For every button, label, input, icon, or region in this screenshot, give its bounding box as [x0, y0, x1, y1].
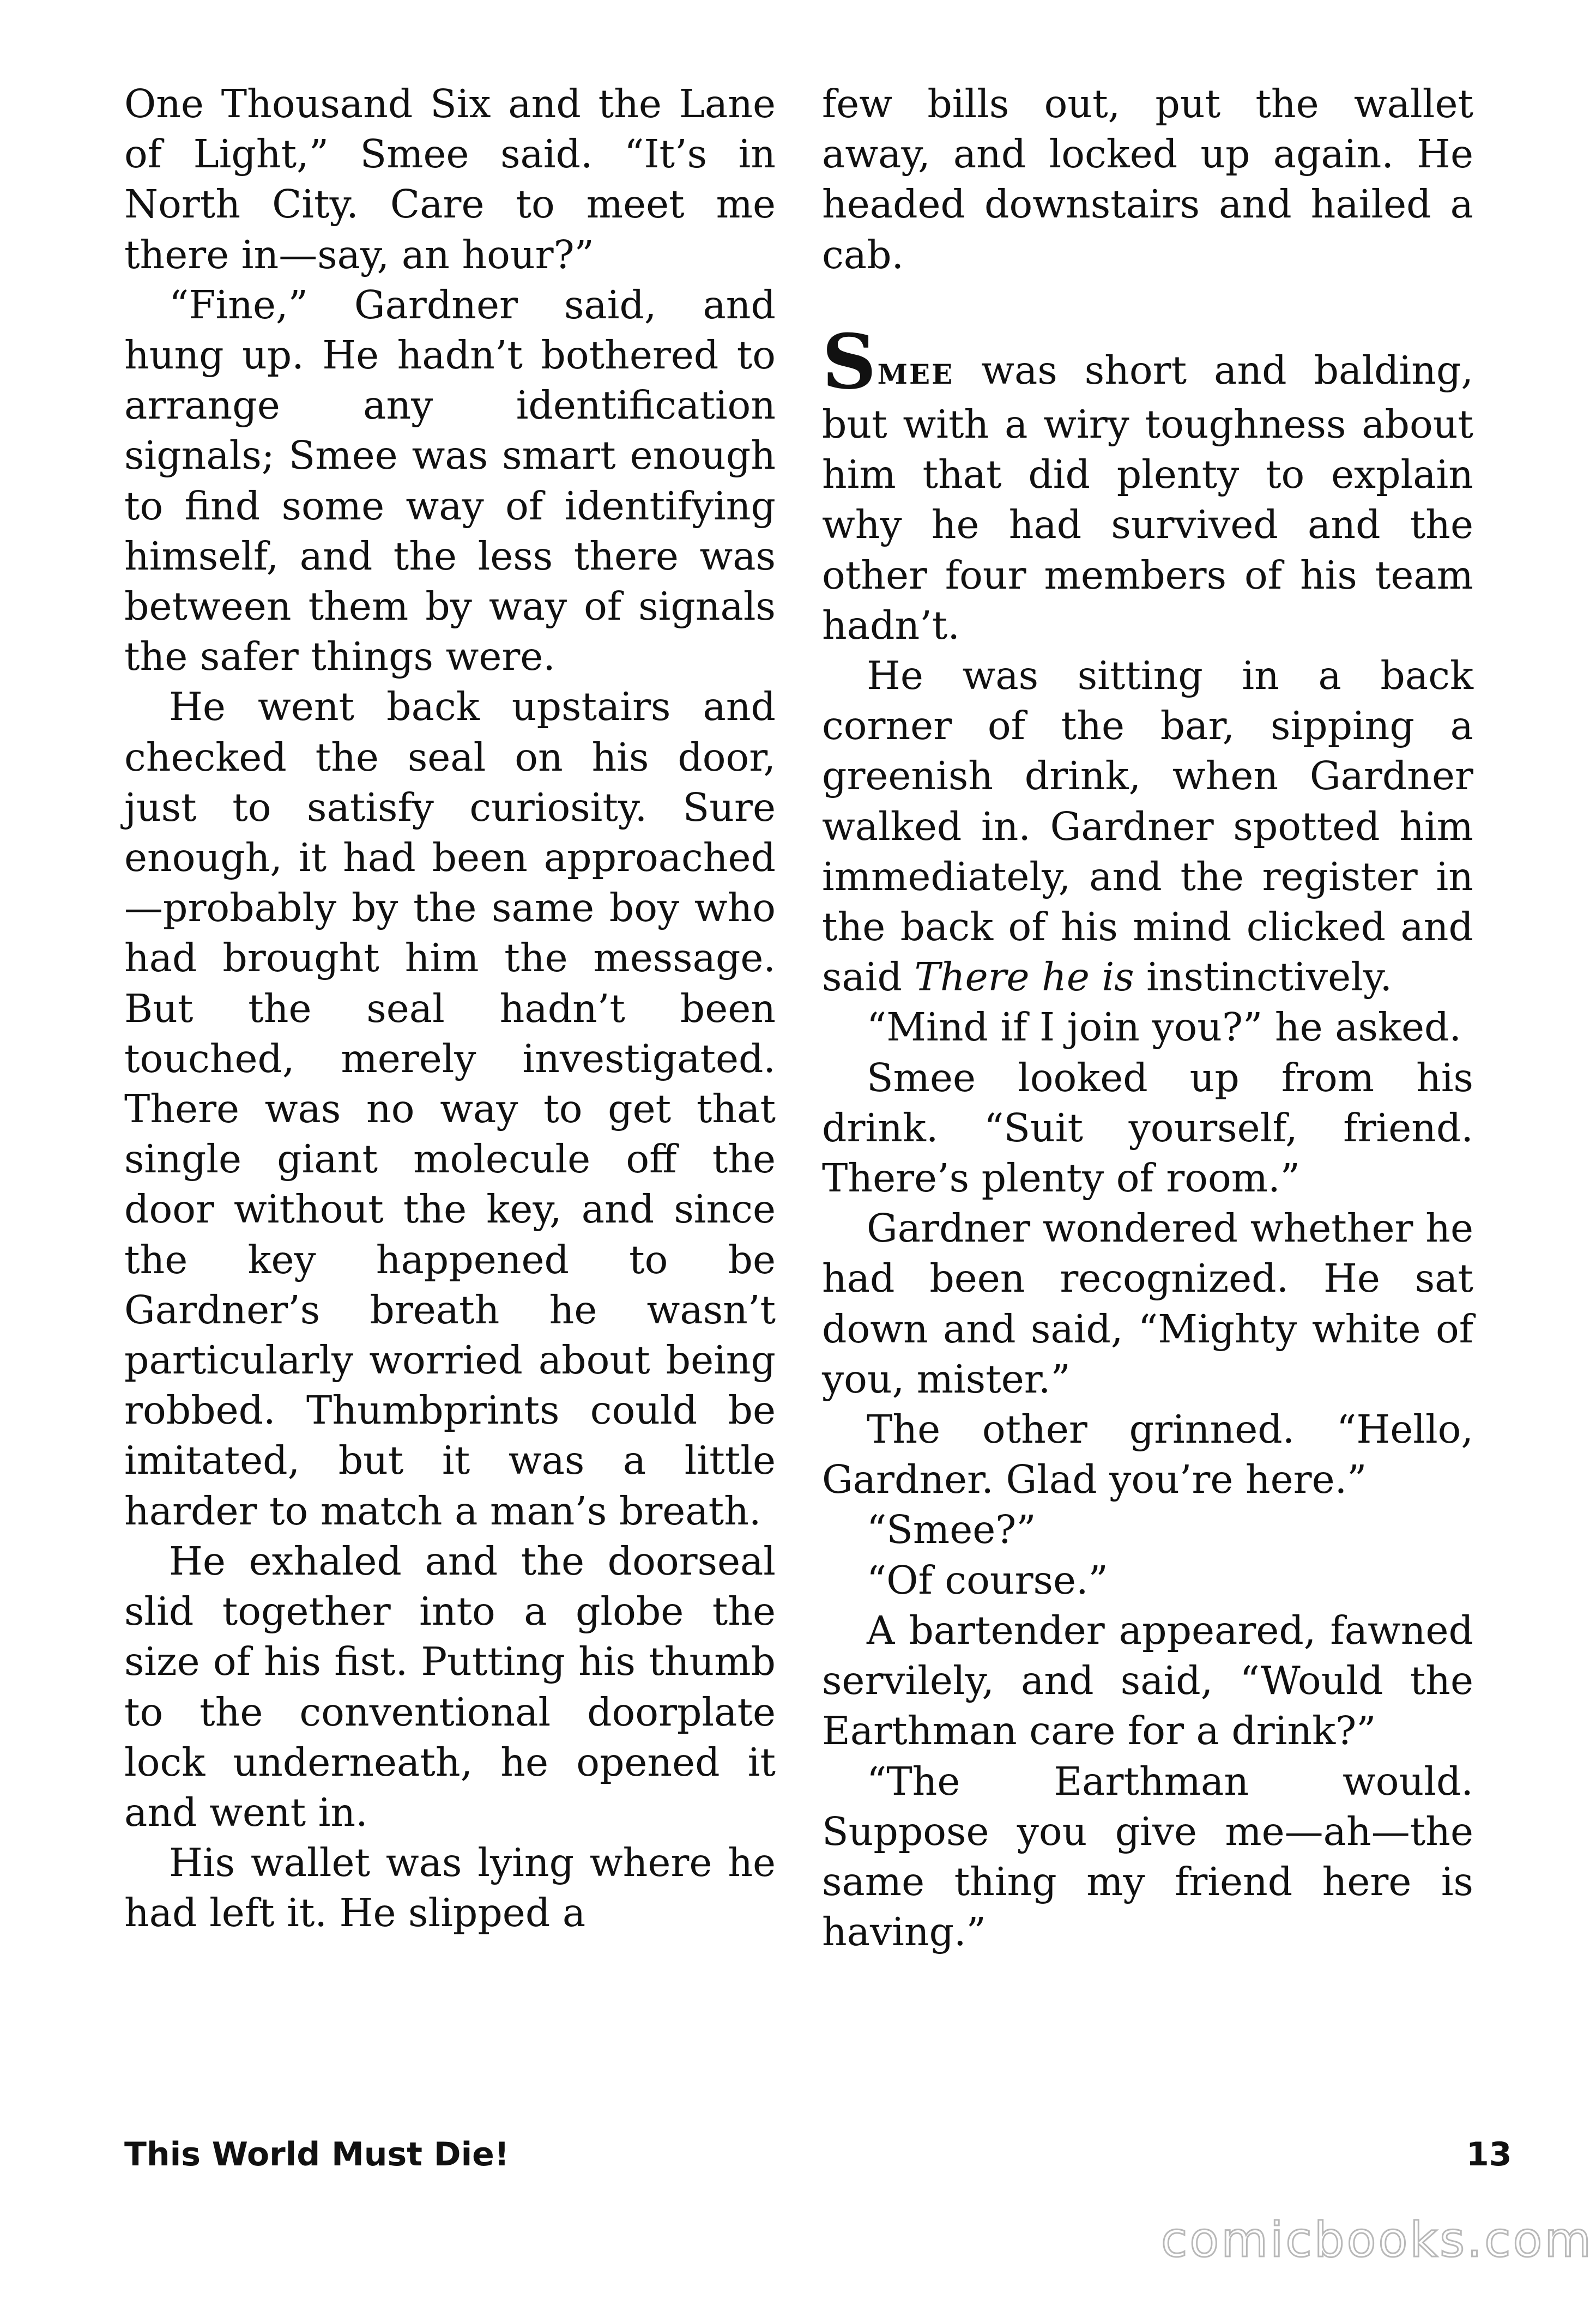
paragraph: few bills out, put the wallet away, and locked up again. He headed downstairs and hailed a cab. — [822, 81, 1473, 277]
small-caps-lead: MEE — [877, 358, 954, 390]
paragraph: He went back upstairs and checked the seal on his door, just to satisfy curiosity. Sure enough, it had been approached—probably by the same boy who had brought him the message. But the seal hadn’t been touched, merely investigated. There was no way to get that single giant molecule off the door without the key, and since the key happened to be Gardner’s breath he wasn’t particularly worried about being robbed. Thumbprints could be imitated, but it was a little harder to match a man’s breath. — [124, 684, 776, 1534]
paragraph — [822, 651, 1473, 1002]
running-footer-title: This World Must Die! — [124, 2135, 510, 2174]
watermark-text: comicbooks.com — [1161, 2212, 1594, 2268]
paragraph-text: He was sitting in a back corner of the bar, sipping a greenish drink, when Gardner walked in. Gardner spotted him immediately, and the register in the back of his mind clicked and said — [822, 653, 1473, 1000]
drop-cap: S — [822, 317, 876, 406]
paragraph: The other grinned. “Hello, Gardner. Glad you’re here.” — [822, 1407, 1473, 1503]
paragraph: “The Earthman would. Suppose you give me—ah—the same thing my friend here is having.” — [822, 1758, 1473, 1955]
paragraph: “Fine,” Gardner said, and hung up. He hadn’t bothered to arrange any identification signals; Smee was smart enough to find some way of identifying himself, and the less there was between them by way of signals the safer things were. — [124, 282, 776, 680]
paragraph: “Of course.” — [867, 1557, 1108, 1603]
paragraph: A bartender appeared, fawned servilely, and said, “Would the Earthman care for a drink?” — [822, 1607, 1473, 1754]
italic-text: There he is — [914, 954, 1134, 1000]
section-opening-paragraph — [822, 317, 1473, 651]
page-number: 13 — [1466, 2135, 1512, 2174]
paragraph: “Mind if I join you?” he asked. — [867, 1004, 1462, 1050]
paragraph: “Smee?” — [867, 1507, 1036, 1553]
left-text-column — [124, 79, 776, 1939]
paragraph: His wallet was lying where he had left it. He slipped a — [124, 1840, 776, 1936]
paragraph: One Thousand Six and the Lane of Light,” Smee said. “It’s in North City. Care to meet me there in—say, an hour?” — [124, 81, 776, 277]
paragraph: Gardner wondered whether he had been recognized. He sat down and said, “Mighty white of you, mister.” — [822, 1206, 1473, 1402]
paragraph: He exhaled and the doorseal slid together into a globe the size of his fist. Putting his thumb to the conventional doorplate lock underneath, he opened it and went in. — [124, 1538, 776, 1835]
right-text-column — [822, 79, 1473, 1957]
paragraph-text: was short and balding, but with a wiry toughness about him that did plenty to explain why he had survived and the other four members of his team hadn’t. — [822, 347, 1473, 648]
paragraph: Smee looked up from his drink. “Suit yourself, friend. There’s plenty of room.” — [822, 1055, 1473, 1201]
paragraph-text: instinctively. — [1134, 954, 1393, 1000]
